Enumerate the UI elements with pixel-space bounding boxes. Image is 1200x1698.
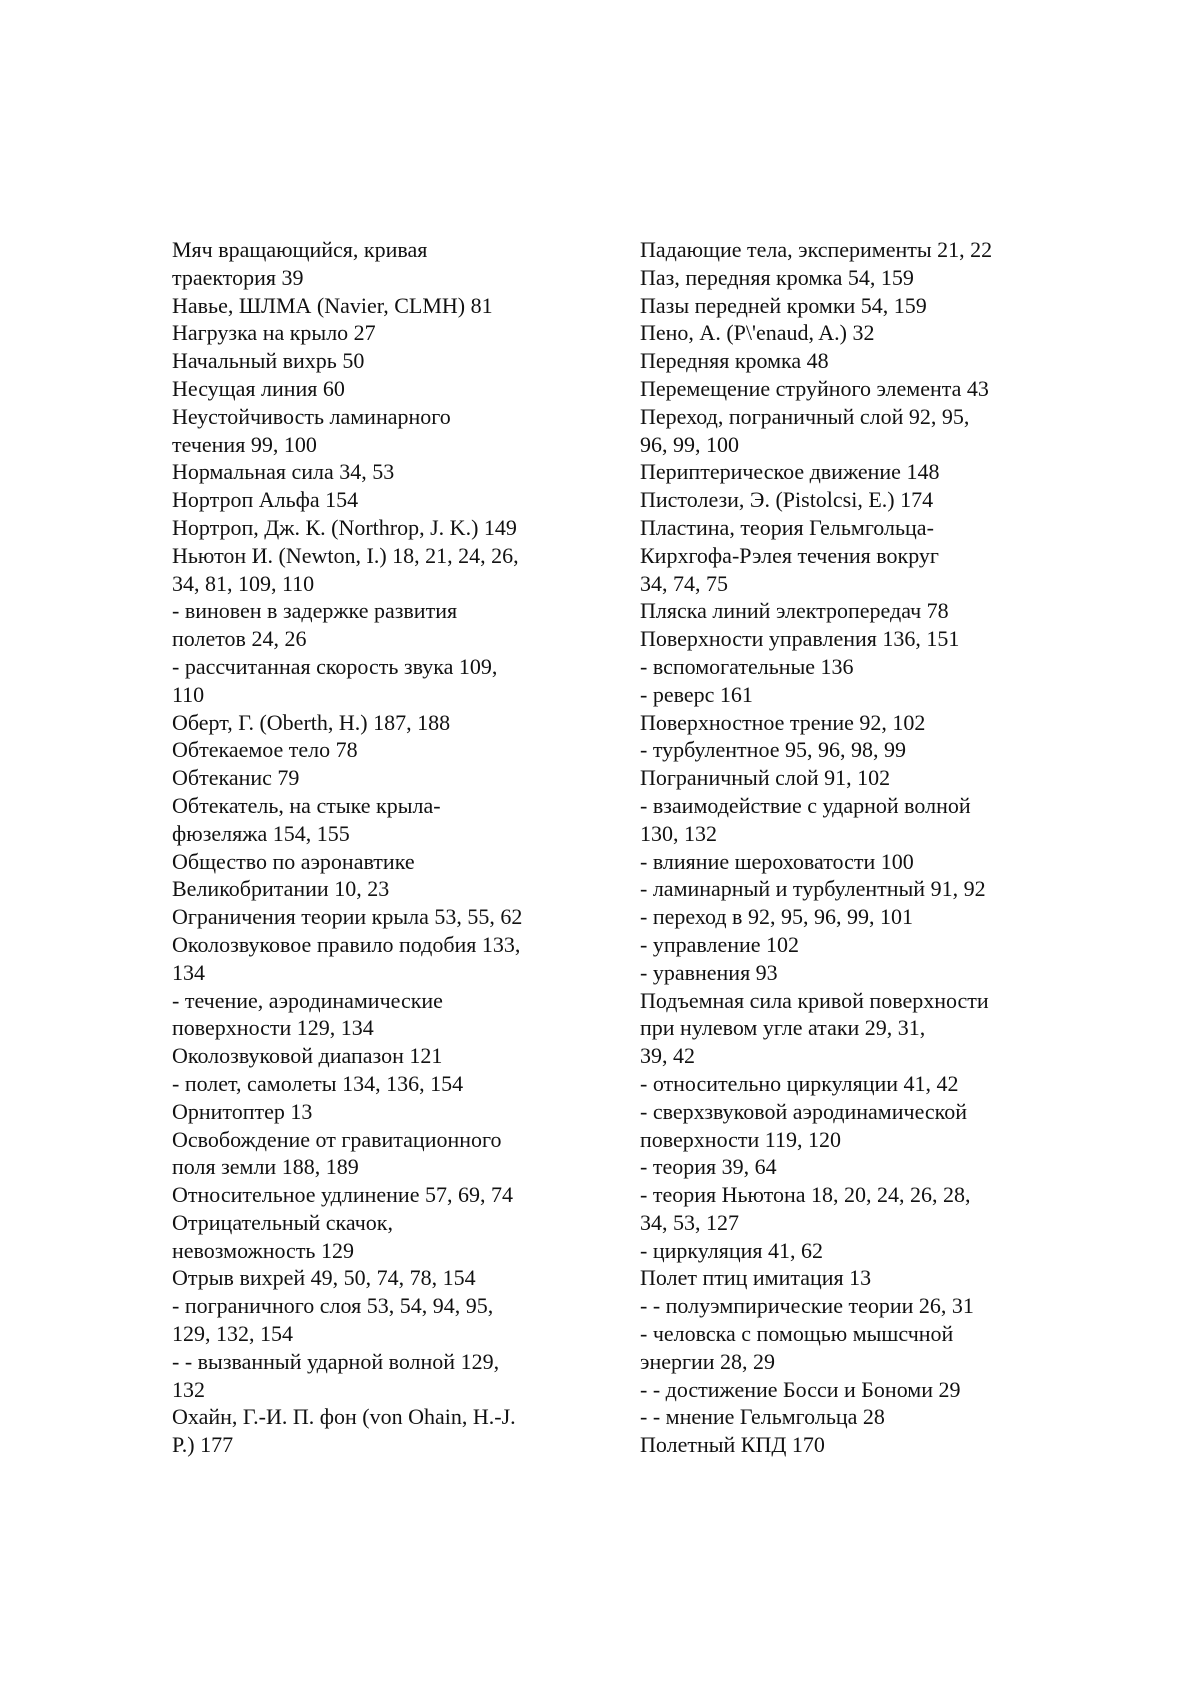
- index-entry: [640, 987, 1080, 1070]
- index-entry: [640, 736, 1080, 764]
- index-entry: [172, 1042, 592, 1070]
- index-entry-line: Освобождение от гравитационного: [172, 1126, 502, 1152]
- index-entry-line: - виновен в задержке развития: [172, 598, 458, 624]
- index-entry-line: Подъемная сила кривой поверхности: [640, 987, 989, 1013]
- index-entry: [640, 848, 1080, 876]
- index-entry: [172, 1181, 592, 1209]
- index-entry-line: Обтеканис 79: [172, 765, 300, 791]
- index-entry-line: Паз, передняя кромка 54, 159: [640, 264, 914, 290]
- index-entry: [640, 1070, 1080, 1098]
- index-column-left: [172, 236, 592, 1459]
- index-entry-line: 134: [172, 959, 205, 985]
- index-entry: [172, 319, 592, 347]
- index-entry: [640, 597, 1080, 625]
- index-entry: [640, 1292, 1080, 1320]
- index-entry: [172, 792, 592, 848]
- index-entry-line: Ньютон И. (Newton, I.) 18, 21, 24, 26,: [172, 542, 519, 568]
- index-entry: [640, 1403, 1080, 1431]
- index-entry: [640, 319, 1080, 347]
- index-entry: [172, 987, 592, 1043]
- index-entry-line: - сверхзвуковой аэродинамической: [640, 1098, 967, 1124]
- index-entry-line: 110: [172, 681, 205, 707]
- index-entry-line: Пазы передней кромки 54, 159: [640, 292, 927, 318]
- index-entry-line: поверхности 119, 120: [640, 1126, 841, 1152]
- index-entry-line: Великобритании 10, 23: [172, 876, 390, 902]
- index-entry-line: - относительно циркуляции 41, 42: [640, 1070, 959, 1096]
- index-entry-line: Обтекатель, на стыке крыла-: [172, 792, 441, 818]
- index-entry-line: фюзеляжа 154, 155: [172, 820, 350, 846]
- index-entry-line: - человска с помощью мышсчной: [640, 1321, 954, 1347]
- index-entry: [640, 709, 1080, 737]
- index-entry: [172, 736, 592, 764]
- index-entry-line: - реверс 161: [640, 681, 753, 707]
- index-entry: [640, 347, 1080, 375]
- index-entry-line: Пено, А. (P\'enaud, A.) 32: [640, 320, 875, 346]
- index-entry-line: Падающие тела, эксперименты 21, 22: [640, 237, 993, 262]
- index-entry: [172, 1348, 592, 1404]
- index-entry-line: 96, 99, 100: [640, 431, 739, 457]
- index-entry-line: - - достижение Босси и Бономи 29: [640, 1376, 961, 1402]
- index-entry: [172, 292, 592, 320]
- index-entry: [172, 375, 592, 403]
- index-entry: [640, 375, 1080, 403]
- index-entry-line: Околозвуковое правило подобия 133,: [172, 931, 521, 957]
- index-entry-line: - вспомогательные 136: [640, 653, 854, 679]
- index-entry-line: Оберт, Г. (Oberth, H.) 187, 188: [172, 709, 451, 735]
- index-entry-line: Перемещение струйного элемента 43: [640, 375, 989, 401]
- index-entry: [172, 848, 592, 904]
- index-entry: [172, 653, 592, 709]
- index-entry: [172, 347, 592, 375]
- index-entry: [640, 903, 1080, 931]
- index-entry: [172, 709, 592, 737]
- index-entry: [640, 514, 1080, 597]
- index-entry: [640, 458, 1080, 486]
- index-entry-line: Пляска линий электропередач 78: [640, 598, 949, 624]
- index-entry-line: - турбулентное 95, 96, 98, 99: [640, 737, 906, 763]
- index-entry: [172, 542, 592, 598]
- index-entry-line: Кирхгофа-Рэлея течения вокруг: [640, 542, 939, 568]
- index-entry: [640, 1320, 1080, 1376]
- index-entry-line: Пистолези, Э. (Pistolcsi, E.) 174: [640, 487, 934, 513]
- index-entry: [640, 959, 1080, 987]
- index-entry: [172, 1070, 592, 1098]
- index-entry-line: Отрицательный скачок,: [172, 1209, 393, 1235]
- index-entry-line: 34, 53, 127: [640, 1209, 739, 1235]
- index-entry: [640, 653, 1080, 681]
- index-entry-line: Нагрузка на крыло 27: [172, 320, 376, 346]
- index-entry: [172, 236, 592, 292]
- index-entry-line: - переход в 92, 95, 96, 99, 101: [640, 904, 913, 930]
- index-entry: [172, 403, 592, 459]
- index-entry-line: 130, 132: [640, 820, 717, 846]
- index-entry-line: - управление 102: [640, 931, 800, 957]
- index-entry-line: - течение, аэродинамические: [172, 987, 443, 1013]
- index-entry-line: течения 99, 100: [172, 431, 317, 457]
- index-entry-line: энергии 28, 29: [640, 1348, 776, 1374]
- index-entry: [172, 1292, 592, 1348]
- index-entry-line: Охайн, Г.-И. П. фон (von Ohain, H.-J.: [172, 1404, 516, 1430]
- index-entry: [640, 264, 1080, 292]
- index-entry: [172, 1098, 592, 1126]
- index-entry: [640, 236, 1080, 264]
- index-entry: [172, 1209, 592, 1265]
- index-entry-line: Пограничный слой 91, 102: [640, 765, 891, 791]
- index-entry: [172, 1264, 592, 1292]
- index-entry-line: Околозвуковой диапазон 121: [172, 1043, 443, 1069]
- index-entry-line: Передняя кромка 48: [640, 348, 829, 374]
- index-entry: [640, 1153, 1080, 1181]
- index-entry-line: 129, 132, 154: [172, 1321, 293, 1347]
- index-entry-line: - теория Ньютона 18, 20, 24, 26, 28,: [640, 1182, 971, 1208]
- index-entry-line: - рассчитанная скорость звука 109,: [172, 653, 498, 679]
- index-entry-line: Неустойчивость ламинарного: [172, 403, 451, 429]
- index-entry: [640, 1237, 1080, 1265]
- index-entry-line: Навье, ШЛМА (Navier, CLMH) 81: [172, 292, 493, 318]
- index-entry: [640, 792, 1080, 848]
- index-entry: [172, 458, 592, 486]
- index-entry: [640, 931, 1080, 959]
- index-entry-line: Несущая линия 60: [172, 375, 345, 401]
- index-entry: [640, 1181, 1080, 1237]
- index-entry-line: - уравнения 93: [640, 959, 778, 985]
- index-entry: [172, 514, 592, 542]
- index-entry-line: - влияние шероховатости 100: [640, 848, 914, 874]
- index-entry-line: 132: [172, 1376, 205, 1402]
- index-entry: [172, 903, 592, 931]
- index-entry-line: траектория 39: [172, 264, 304, 290]
- index-entry-line: - полет, самолеты 134, 136, 154: [172, 1070, 464, 1096]
- index-entry: [640, 625, 1080, 653]
- index-entry-line: поверхности 129, 134: [172, 1015, 374, 1041]
- index-entry-line: Орнитоптер 13: [172, 1098, 313, 1124]
- index-entry: [640, 292, 1080, 320]
- index-entry: [172, 486, 592, 514]
- index-entry-line: Обтекаемое тело 78: [172, 737, 358, 763]
- index-entry-line: при нулевом угле атаки 29, 31,: [640, 1015, 926, 1041]
- index-entry: [640, 681, 1080, 709]
- index-entry-line: полетов 24, 26: [172, 626, 307, 652]
- index-entry-line: P.) 177: [172, 1432, 234, 1458]
- index-entry-line: - - полуэмпирические теории 26, 31: [640, 1293, 974, 1319]
- index-entry-line: - теория 39, 64: [640, 1154, 777, 1180]
- index-entry: [172, 931, 592, 987]
- index-entry: [172, 1403, 592, 1459]
- index-entry-line: Отрыв вихрей 49, 50, 74, 78, 154: [172, 1265, 476, 1291]
- index-entry-line: 39, 42: [640, 1043, 695, 1069]
- index-entry-line: Полет птиц имитация 13: [640, 1265, 872, 1291]
- index-entry: [640, 764, 1080, 792]
- index-entry-line: Пластина, теория Гельмгольца-: [640, 514, 934, 540]
- index-entry-line: Мяч вращающийся, кривая: [172, 237, 428, 262]
- index-entry: [640, 1376, 1080, 1404]
- index-entry-line: невозможность 129: [172, 1237, 354, 1263]
- index-entry-line: 34, 81, 109, 110: [172, 570, 315, 596]
- index-entry-line: Нормальная сила 34, 53: [172, 459, 395, 485]
- index-entry-line: Начальный вихрь 50: [172, 348, 365, 374]
- index-entry-line: - пограничного слоя 53, 54, 94, 95,: [172, 1293, 494, 1319]
- index-entry-line: 34, 74, 75: [640, 570, 728, 596]
- index-entry: [640, 403, 1080, 459]
- index-column-right: [640, 236, 1080, 1459]
- index-entry-line: - - вызванный ударной волной 129,: [172, 1348, 500, 1374]
- index-entry-line: Относительное удлинение 57, 69, 74: [172, 1182, 513, 1208]
- index-entry: [172, 764, 592, 792]
- index-entry-line: Периптерическое движение 148: [640, 459, 940, 485]
- index-entry-line: - - мнение Гельмгольца 28: [640, 1404, 885, 1430]
- index-entry-line: Полетный КПД 170: [640, 1432, 825, 1458]
- index-entry: [640, 1431, 1080, 1459]
- index-entry: [640, 1098, 1080, 1154]
- index-entry-line: - ламинарный и турбулентный 91, 92: [640, 876, 986, 902]
- index-entry-line: Нортроп, Дж. К. (Northrop, J. K.) 149: [172, 514, 517, 540]
- index-entry-line: Ограничения теории крыла 53, 55, 62: [172, 904, 523, 930]
- index-entry-line: Общество по аэронавтике: [172, 848, 415, 874]
- index-entry: [640, 486, 1080, 514]
- index-entry-line: Поверхности управления 136, 151: [640, 626, 960, 652]
- index-entry: [640, 875, 1080, 903]
- index-entry-line: Переход, пограничный слой 92, 95,: [640, 403, 970, 429]
- index-entry: [640, 1264, 1080, 1292]
- index-entry-line: - взаимодействие с ударной волной: [640, 792, 971, 818]
- index-entry: [172, 597, 592, 653]
- index-entry-line: Поверхностное трение 92, 102: [640, 709, 926, 735]
- index-entry-line: - циркуляция 41, 62: [640, 1237, 824, 1263]
- index-entry-line: Нортроп Альфа 154: [172, 487, 359, 513]
- index-entry: [172, 1126, 592, 1182]
- index-entry-line: поля земли 188, 189: [172, 1154, 359, 1180]
